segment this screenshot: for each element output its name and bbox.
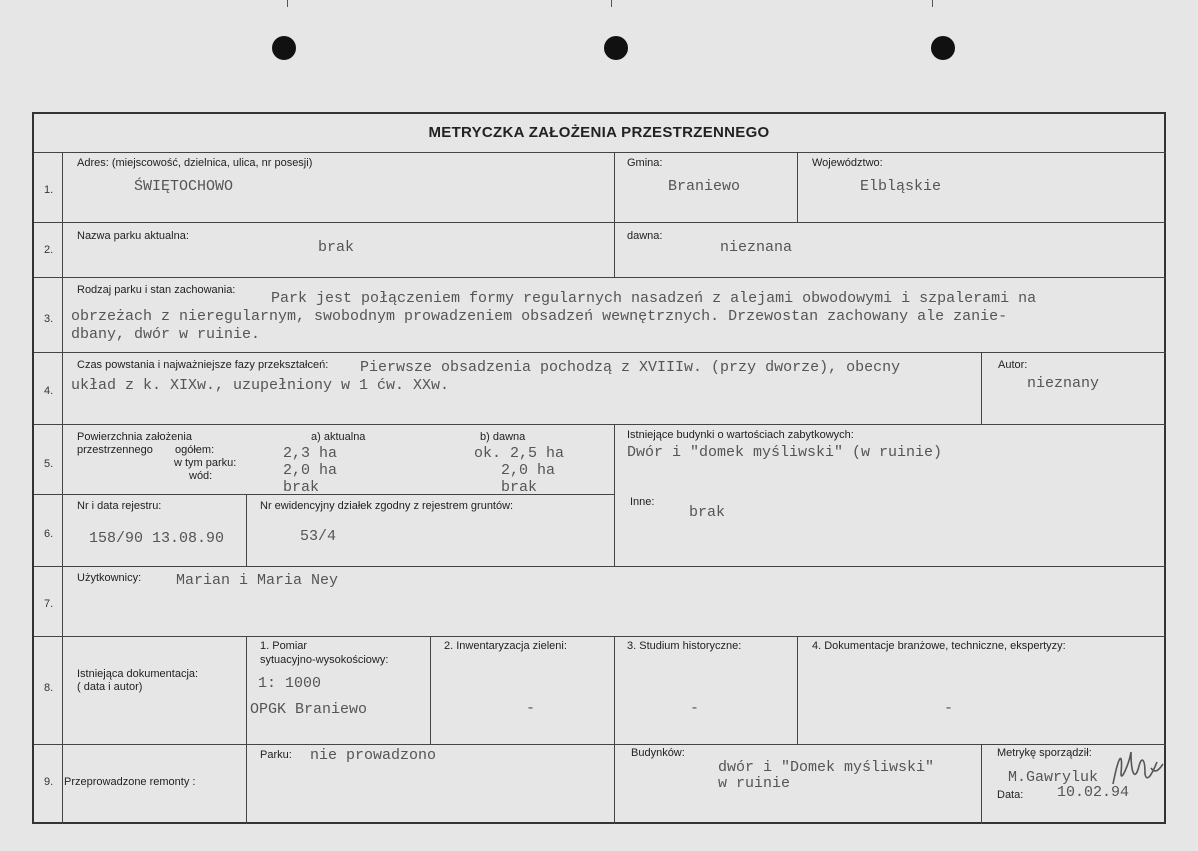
number-column-divider bbox=[62, 152, 63, 824]
buildings-renovation-line-1: dwór i "Domek myśliwski" bbox=[718, 759, 935, 776]
documentation-label: Istniejąca dokumentacja: bbox=[77, 668, 199, 680]
row-number: 1. bbox=[44, 184, 54, 196]
other-label: Inne: bbox=[630, 496, 655, 508]
other-value: brak bbox=[689, 504, 726, 521]
area-total-label: ogółem: bbox=[175, 444, 215, 456]
survey-label-2: sytuacyjno-wysokościowy: bbox=[260, 654, 389, 666]
edge-mark bbox=[932, 0, 933, 7]
former-area-water: brak bbox=[501, 479, 538, 496]
row-number: 3. bbox=[44, 313, 54, 325]
row-number: 7. bbox=[44, 598, 54, 610]
row-number: 9. bbox=[44, 776, 54, 788]
current-area-park: 2,0 ha bbox=[283, 462, 338, 479]
voivodeship-value: Elbląskie bbox=[860, 178, 942, 195]
users-value: Marian i Maria Ney bbox=[176, 572, 339, 589]
gmina-label: Gmina: bbox=[627, 157, 663, 169]
row-divider bbox=[34, 222, 1166, 223]
form-frame bbox=[32, 112, 1166, 824]
area-water-label: wód: bbox=[189, 470, 213, 482]
park-type-label: Rodzaj parku i stan zachowania: bbox=[77, 284, 236, 296]
row-divider bbox=[34, 424, 1166, 425]
former-name-value: nieznana bbox=[720, 239, 793, 256]
users-label: Użytkownicy: bbox=[77, 572, 142, 584]
punch-hole-left bbox=[272, 36, 296, 60]
edge-mark bbox=[287, 0, 288, 7]
survey-label: 1. Pomiar bbox=[260, 640, 308, 652]
column-divider bbox=[614, 152, 615, 222]
column-divider bbox=[797, 636, 798, 744]
row-number: 4. bbox=[44, 385, 54, 397]
area-label-2: przestrzennego bbox=[77, 444, 153, 456]
former-area-total: ok. 2,5 ha bbox=[474, 445, 565, 462]
current-area-header: a) aktualna bbox=[311, 431, 366, 443]
compiled-by-value: M.Gawryluk bbox=[1008, 769, 1099, 786]
author-value: nieznany bbox=[1027, 375, 1100, 392]
history-label: Czas powstania i najważniejsze fazy przekształceń: bbox=[77, 359, 329, 371]
column-divider bbox=[981, 352, 982, 424]
area-park-label: w tym parku: bbox=[174, 457, 237, 469]
handwritten-signature bbox=[1109, 744, 1165, 801]
current-area-water: brak bbox=[283, 479, 320, 496]
heritage-buildings-value: Dwór i "domek myśliwski" (w ruinie) bbox=[627, 444, 943, 461]
history-line-1: Pierwsze obsadzenia pochodzą z XVIIIw. (przy dworze), obecny bbox=[360, 359, 901, 376]
current-area-total: 2,3 ha bbox=[283, 445, 338, 462]
former-name-label: dawna: bbox=[627, 230, 663, 242]
column-divider bbox=[981, 744, 982, 824]
compiled-by-label: Metrykę sporządził: bbox=[997, 747, 1092, 759]
form-title: METRYCZKA ZAŁOŻENIA PRZESTRZENNEGO bbox=[428, 124, 770, 141]
park-renovation-value: nie prowadzono bbox=[310, 747, 437, 764]
greenery-inventory-value: - bbox=[526, 700, 536, 717]
punch-hole-center bbox=[604, 36, 628, 60]
edge-mark bbox=[611, 0, 612, 7]
row-divider bbox=[34, 636, 1166, 637]
column-divider bbox=[246, 636, 247, 824]
register-label: Nr i data rejestru: bbox=[77, 500, 162, 512]
column-divider bbox=[246, 494, 247, 566]
survey-scale: 1: 1000 bbox=[258, 675, 322, 692]
row-divider bbox=[34, 277, 1166, 278]
column-divider bbox=[797, 152, 798, 222]
survey-author: OPGK Braniewo bbox=[250, 701, 368, 718]
row-number: 2. bbox=[44, 244, 54, 256]
technical-docs-label: 4. Dokumentacje branżowe, techniczne, ekspertyzy: bbox=[812, 640, 1066, 652]
renovations-label: Przeprowadzone remonty : bbox=[64, 776, 196, 788]
column-divider bbox=[430, 636, 431, 744]
register-value: 158/90 13.08.90 bbox=[89, 530, 225, 547]
author-label: Autor: bbox=[998, 359, 1028, 371]
row-number: 8. bbox=[44, 682, 54, 694]
area-label: Powierzchnia założenia bbox=[77, 431, 192, 443]
former-area-park: 2,0 ha bbox=[501, 462, 556, 479]
column-divider bbox=[614, 636, 615, 824]
address-label: Adres: (miejscowość, dzielnica, ulica, nr posesji) bbox=[77, 157, 313, 169]
park-type-line-3: dbany, dwór w ruinie. bbox=[71, 326, 261, 343]
row-divider bbox=[34, 566, 1166, 567]
park-name-value: brak bbox=[318, 239, 355, 256]
row-number: 6. bbox=[44, 528, 54, 540]
voivodeship-label: Województwo: bbox=[812, 157, 883, 169]
park-type-line-2: obrzeżach z nieregularnym, swobodnym prowadzeniem obsadzeń wewnętrznych. Drzewostan zachowany ale zanie- bbox=[71, 308, 1008, 325]
history-line-2: układ z k. XIXw., uzupełniony w 1 ćw. XXw. bbox=[71, 377, 450, 394]
column-divider bbox=[614, 222, 615, 277]
technical-docs-value: - bbox=[944, 700, 954, 717]
park-type-line-1: Park jest połączeniem formy regularnych nasadzeń z alejami obwodowymi i szpalerami na bbox=[271, 290, 1037, 307]
address-value: ŚWIĘTOCHOWO bbox=[134, 178, 234, 195]
park-name-label: Nazwa parku aktualna: bbox=[77, 230, 189, 242]
row-divider bbox=[34, 352, 1166, 353]
buildings-renovation-label: Budynków: bbox=[631, 747, 685, 759]
row-divider bbox=[34, 152, 1166, 153]
date-value: 10.02.94 bbox=[1057, 784, 1130, 801]
gmina-value: Braniewo bbox=[668, 178, 741, 195]
park-renovation-label: Parku: bbox=[260, 749, 292, 761]
date-label: Data: bbox=[997, 789, 1024, 801]
documentation-label-2: ( data i autor) bbox=[77, 681, 143, 693]
parcel-value: 53/4 bbox=[300, 528, 337, 545]
buildings-renovation-line-2: w ruinie bbox=[718, 775, 791, 792]
punch-hole-right bbox=[931, 36, 955, 60]
row-number: 5. bbox=[44, 458, 54, 470]
row-divider bbox=[34, 744, 1166, 745]
parcel-label: Nr ewidencyjny działek zgodny z rejestrem gruntów: bbox=[260, 500, 514, 512]
former-area-header: b) dawna bbox=[480, 431, 526, 443]
greenery-inventory-label: 2. Inwentaryzacja zieleni: bbox=[444, 640, 567, 652]
historical-study-label: 3. Studium historyczne: bbox=[627, 640, 742, 652]
column-divider bbox=[614, 424, 615, 566]
historical-study-value: - bbox=[690, 700, 700, 717]
heritage-buildings-label: Istniejące budynki o wartościach zabytkowych: bbox=[627, 429, 854, 441]
